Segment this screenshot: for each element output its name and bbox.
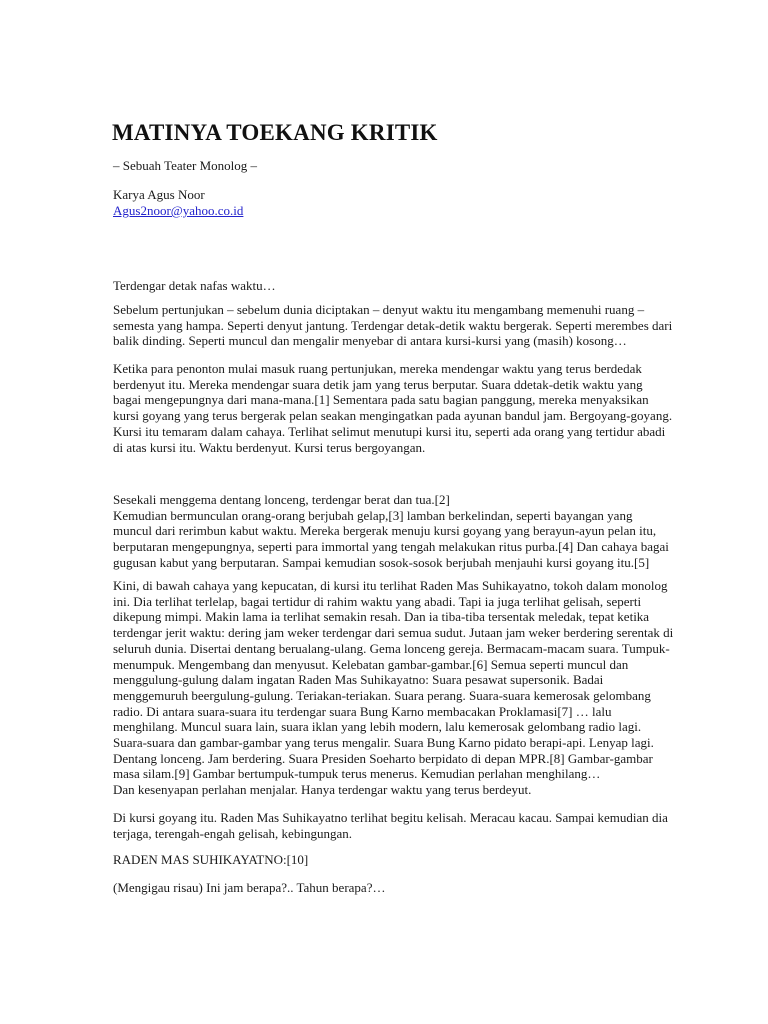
text-line: semesta yang hampa. Seperti denyut jantung. Terdengar detak-detik waktu bergerak. Seperti merembes dari: [113, 317, 673, 333]
text-line: berputaran mengepungnya, seperti para immortal yang tengah melakukan ritus purba.[4] Dan cahaya bagai: [113, 539, 669, 555]
text-line: terdengar jerit waktu: dering jam weker terdengar dari semua sudut. Jutaan jam weker berdering serentak di: [113, 625, 674, 641]
paragraph: [113, 578, 673, 782]
text-line: Sesekali menggema dentang lonceng, terdengar berat dan tua.[2]: [113, 492, 450, 507]
text-line: masa silam.[9] Gambar bertumpuk-tumpuk terus menerus. Kemudian perlahan menghilang…: [113, 766, 601, 782]
text-line: gugusan kabut yang berputaran. Sampai kemudian sosok-sosok berjubah menjauhi kursi goyang itu.[5]: [113, 554, 650, 570]
text-line: Kini, di bawah cahaya yang kepucatan, di kursi itu terlihat Raden Mas Suhikayatno, tokoh dalam monolog: [113, 578, 668, 593]
paragraph: [113, 810, 668, 841]
text-line: dikepung mimpi. Makin lama ia terlihat semakin resah. Dan ia tiba-tiba tersentak meledak, tepat ketika: [113, 609, 650, 625]
text-line: Ketika para penonton mulai masuk ruang pertunjukan, mereka mendengar waktu yang terus berdedak: [113, 361, 642, 376]
subtitle: – Sebuah Teater Monolog –: [113, 158, 257, 173]
text-line: menggemuruh beergulung-gulung. Teriakan-teriakan. Suara perang. Suara-suara kemerosak gelombang: [113, 687, 651, 703]
text-line: Di kursi goyang itu. Raden Mas Suhikayatno terlihat begitu kelisah. Meracau kacau. Sampai kemudian dia: [113, 810, 668, 825]
document-title: MATINYA TOEKANG KRITIK: [112, 120, 438, 145]
text-line: ini. Dia terlihat terlelap, bagai tertidur di rahim waktu yang abadi. Tapi ia juga terlihat gelisah, seperti: [113, 593, 642, 609]
text-line: menghilang. Muncul suara lain, suara iklan yang lebih modern, lalu kemerosak gelombang radio lagi.: [113, 719, 642, 735]
text-line: Kemudian bermunculan orang-orang berjubah gelap,[3] lamban berkelindan, seperti bayangan yang: [113, 507, 633, 523]
paragraph: [113, 302, 672, 349]
text-line: menumpuk. Mengembang dan menyusut. Kelebatan gambar-gambar.[6] Semua seperti muncul dan: [113, 656, 629, 672]
text-line: Dentang lonceng. Jam berdering. Suara Presiden Soeharto berpidato di depan MPR.[8] Gambar-gambar: [113, 750, 653, 766]
text-line: seluruh dunia. Disertai dentang berualang-ulang. Gema lonceng gereja. Bermacam-macam suara. Tumpuk-: [113, 640, 670, 656]
intro-paragraph: [113, 278, 276, 294]
text-line: Sebelum pertunjukan – sebelum dunia diciptakan – denyut waktu itu mengambang memenuhi ruang –: [113, 302, 645, 317]
text-line: RADEN MAS SUHIKAYATNO:[10]: [113, 852, 309, 867]
text-line: Dan kesenyapan perlahan menjalar. Hanya terdengar waktu yang terus berdeyut.: [113, 782, 532, 797]
text-line: di atas kursi itu. Waktu berdenyut. Kursi terus bergoyangan.: [113, 439, 426, 455]
author-email-link[interactable]: Agus2noor@yahoo.co.id: [113, 203, 244, 218]
text-line: kursi goyang yang terus bergerak pelan seakan mengingatkan pada ayunan bandul jam. Bergoyang-goyang.: [113, 408, 673, 424]
text-line: muncul dari rerimbun kabut waktu. Mereka bergerak menuju kursi goyang yang berayun-ayun pelan itu,: [113, 523, 657, 539]
paragraph: [113, 361, 672, 455]
text-line: Kursi itu temaram dalam cahaya. Terlihat selimut menutupi kursi itu, seperti ada orang yang tertidur abadi: [113, 423, 666, 439]
text-line: terjaga, terengah-engah gelisah, kebingungan.: [113, 825, 352, 841]
text-line: (Mengigau risau) Ini jam berapa?.. Tahun berapa?…: [113, 880, 386, 895]
paragraph: [113, 782, 531, 798]
dialogue-line: [113, 880, 385, 896]
author-line: Karya Agus Noor: [113, 187, 205, 202]
paragraph: [113, 492, 669, 571]
text-line: balik dinding. Seperti muncul dan mengalir menyebar di antara kursi-kursi yang (masih) kosong…: [113, 333, 627, 349]
text-line: Suara-suara dan gambar-gambar yang terus mengalir. Suara Bung Karno pidato berapi-api. Lenyap lagi.: [113, 735, 654, 751]
text-line: radio. Di antara suara-suara itu terdengar suara Bung Karno membacakan Proklamasi[7] … lalu: [113, 703, 612, 719]
text-line: menggulung-gulung dalam ingatan Raden Mas Suhikayatno: Suara pesawat supersonik. Badai: [113, 672, 604, 688]
character-name: [113, 852, 308, 868]
text-line: Terdengar detak nafas waktu…: [113, 278, 276, 293]
text-line: berdenyut itu. Mereka mendengar suara detik jam yang terus berputar. Suara ddetak-detik waktu yang: [113, 376, 643, 392]
text-line: bagai mengepungnya dari mana-mana.[1] Sementara pada satu bagian panggung, mereka menyaksikan: [113, 392, 649, 408]
